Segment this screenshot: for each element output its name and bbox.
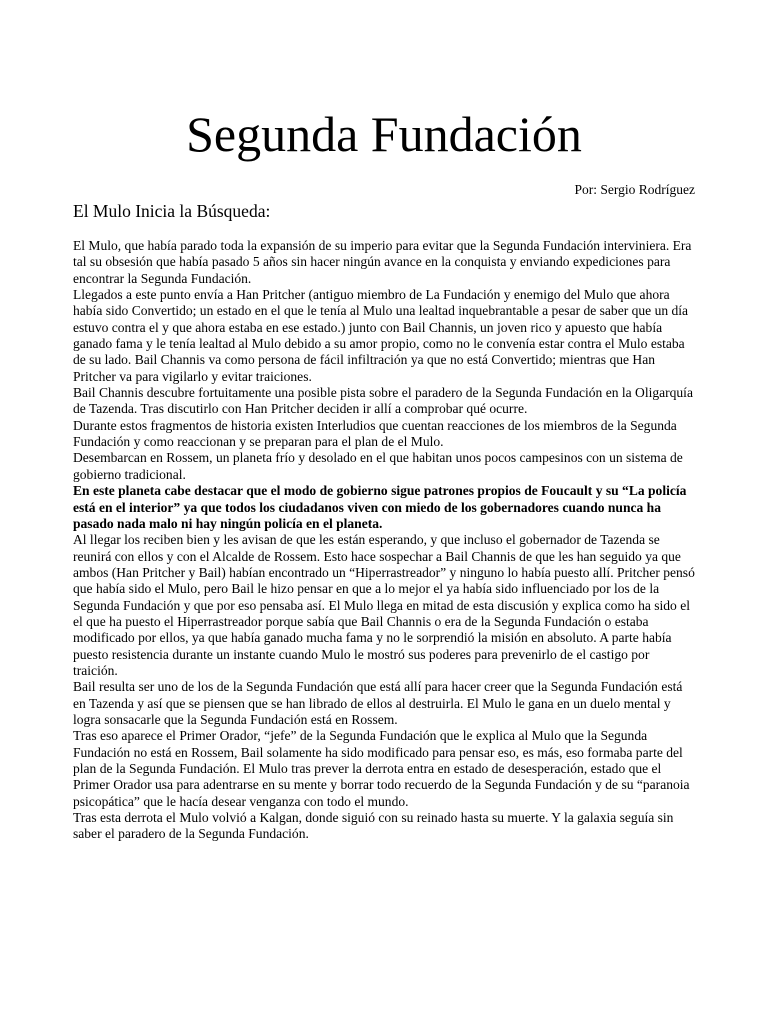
section-heading: El Mulo Inicia la Búsqueda: (73, 201, 271, 221)
paragraph-bold: En este planeta cabe destacar que el modo de gobierno sigue patrones propios de Foucault y su “La policía está en el interior” ya que todos los ciudadanos viven con miedo de los gobernadores cuando nunca ha pasado nada malo ni hay ningún policía en el planeta. (73, 483, 687, 531)
paragraph: Bail Channis descubre fortuitamente una posible pista sobre el paradero de la Segunda Fundación en la Oligarquía de Tazenda. Tras discutirlo con Han Pritcher deciden ir allí a comprobar qué ocurre. (73, 385, 693, 417)
body-text (73, 238, 697, 843)
paragraph: Durante estos fragmentos de historia existen Interludios que cuentan reacciones de los miembros de la Segunda Fundación y como reaccionan y se preparan para el plan de el Mulo. (73, 417, 677, 450)
paragraph: El Mulo, que había parado toda la expansión de su imperio para evitar que la Segunda Fundación interviniera. Era tal su obsesión que había pasado 5 años sin hacer ningún avance en la conquista y enviando expediciones para encontrar la Segunda Fundación. (73, 238, 692, 286)
paragraph: Al llegar los reciben bien y les avisan de que les están esperando, y que incluso el gobernador de Tazenda se reunirá con ellos y con el Alcalde de Rossem. Esto hace sospechar a Bail Channis de que les han seguido ya que ambos (Han Pritcher y Bail) habían encontrado un “Hiperrastreador” y ninguno lo había puesto allí. Pritcher pensó que había sido el Mulo, pero Bail le hizo pensar en que a lo mejor el ya había sido influenciado por los de la Segunda Fundación y que por eso pensaba así. El Mulo llega en mitad de esta discusión y explica como ha sido el el que ha puesto el Hiperrastreador porque sabía que Bail Channis o era de la Segunda Fundación o estaba modificado por ellos, ya que había ganado mucha fama y no le sorprendió la misión en absoluto. A parte había puesto resistencia durante un instante cuando Mulo le mostró sus poderes para prevenirlo de el castigo por traición. (73, 532, 695, 678)
paragraph: Llegados a este punto envía a Han Pritcher (antiguo miembro de La Fundación y enemigo del Mulo que ahora había sido Convertido; un estado en el que le tenía al Mulo una lealtad inquebrantable a pesar de saber que un día estuvo contra el y que ahora estaba en ese estado.) junto con Bail Channis, un joven rico y apuesto que había ganado fama y le tenía lealtad al Mulo debido a su amor propio, como no le convenía estar contra el Mulo estaba de su lado. Bail Channis va como persona de fácil infiltración ya que no está Convertido; mientras que Han Pritcher va para vigilarlo y evitar traiciones. (73, 287, 689, 384)
author-byline: Por: Sergio Rodríguez (574, 182, 695, 197)
paragraph: Tras eso aparece el Primer Orador, “jefe” de la Segunda Fundación que le explica al Mulo que la Segunda Fundación no está en Rossem, Bail solamente ha sido modificado para pensar eso, es más, eso formaba parte del plan de la Segunda Fundación. El Mulo tras prever la derrota entra en estado de desesperación, estado que el Primer Orador usa para adentrarse en su mente y borrar todo recuerdo de la Segunda Fundación y de su “paranoia psicopática” que le hacía desear venganza con todo el mundo. (73, 728, 690, 809)
paragraph: Desembarcan en Rossem, un planeta frío y desolado en el que habitan unos pocos campesinos con un sistema de gobierno tradicional. (73, 450, 683, 482)
page-title: Segunda Fundación (186, 106, 582, 162)
paragraph: Tras esta derrota el Mulo volvió a Kalgan, donde siguió con su reinado hasta su muerte. Y la galaxia seguía sin saber el paradero de la Segunda Fundación. (73, 810, 674, 842)
paragraph: Bail resulta ser uno de los de la Segunda Fundación que está allí para hacer creer que la Segunda Fundación está en Tazenda y así que se piensen que se han librado de ellos al destruirla. El Mulo le gana en un duelo mental y logra sonsacarle que la Segunda Fundación está en Rossem. (73, 679, 683, 727)
